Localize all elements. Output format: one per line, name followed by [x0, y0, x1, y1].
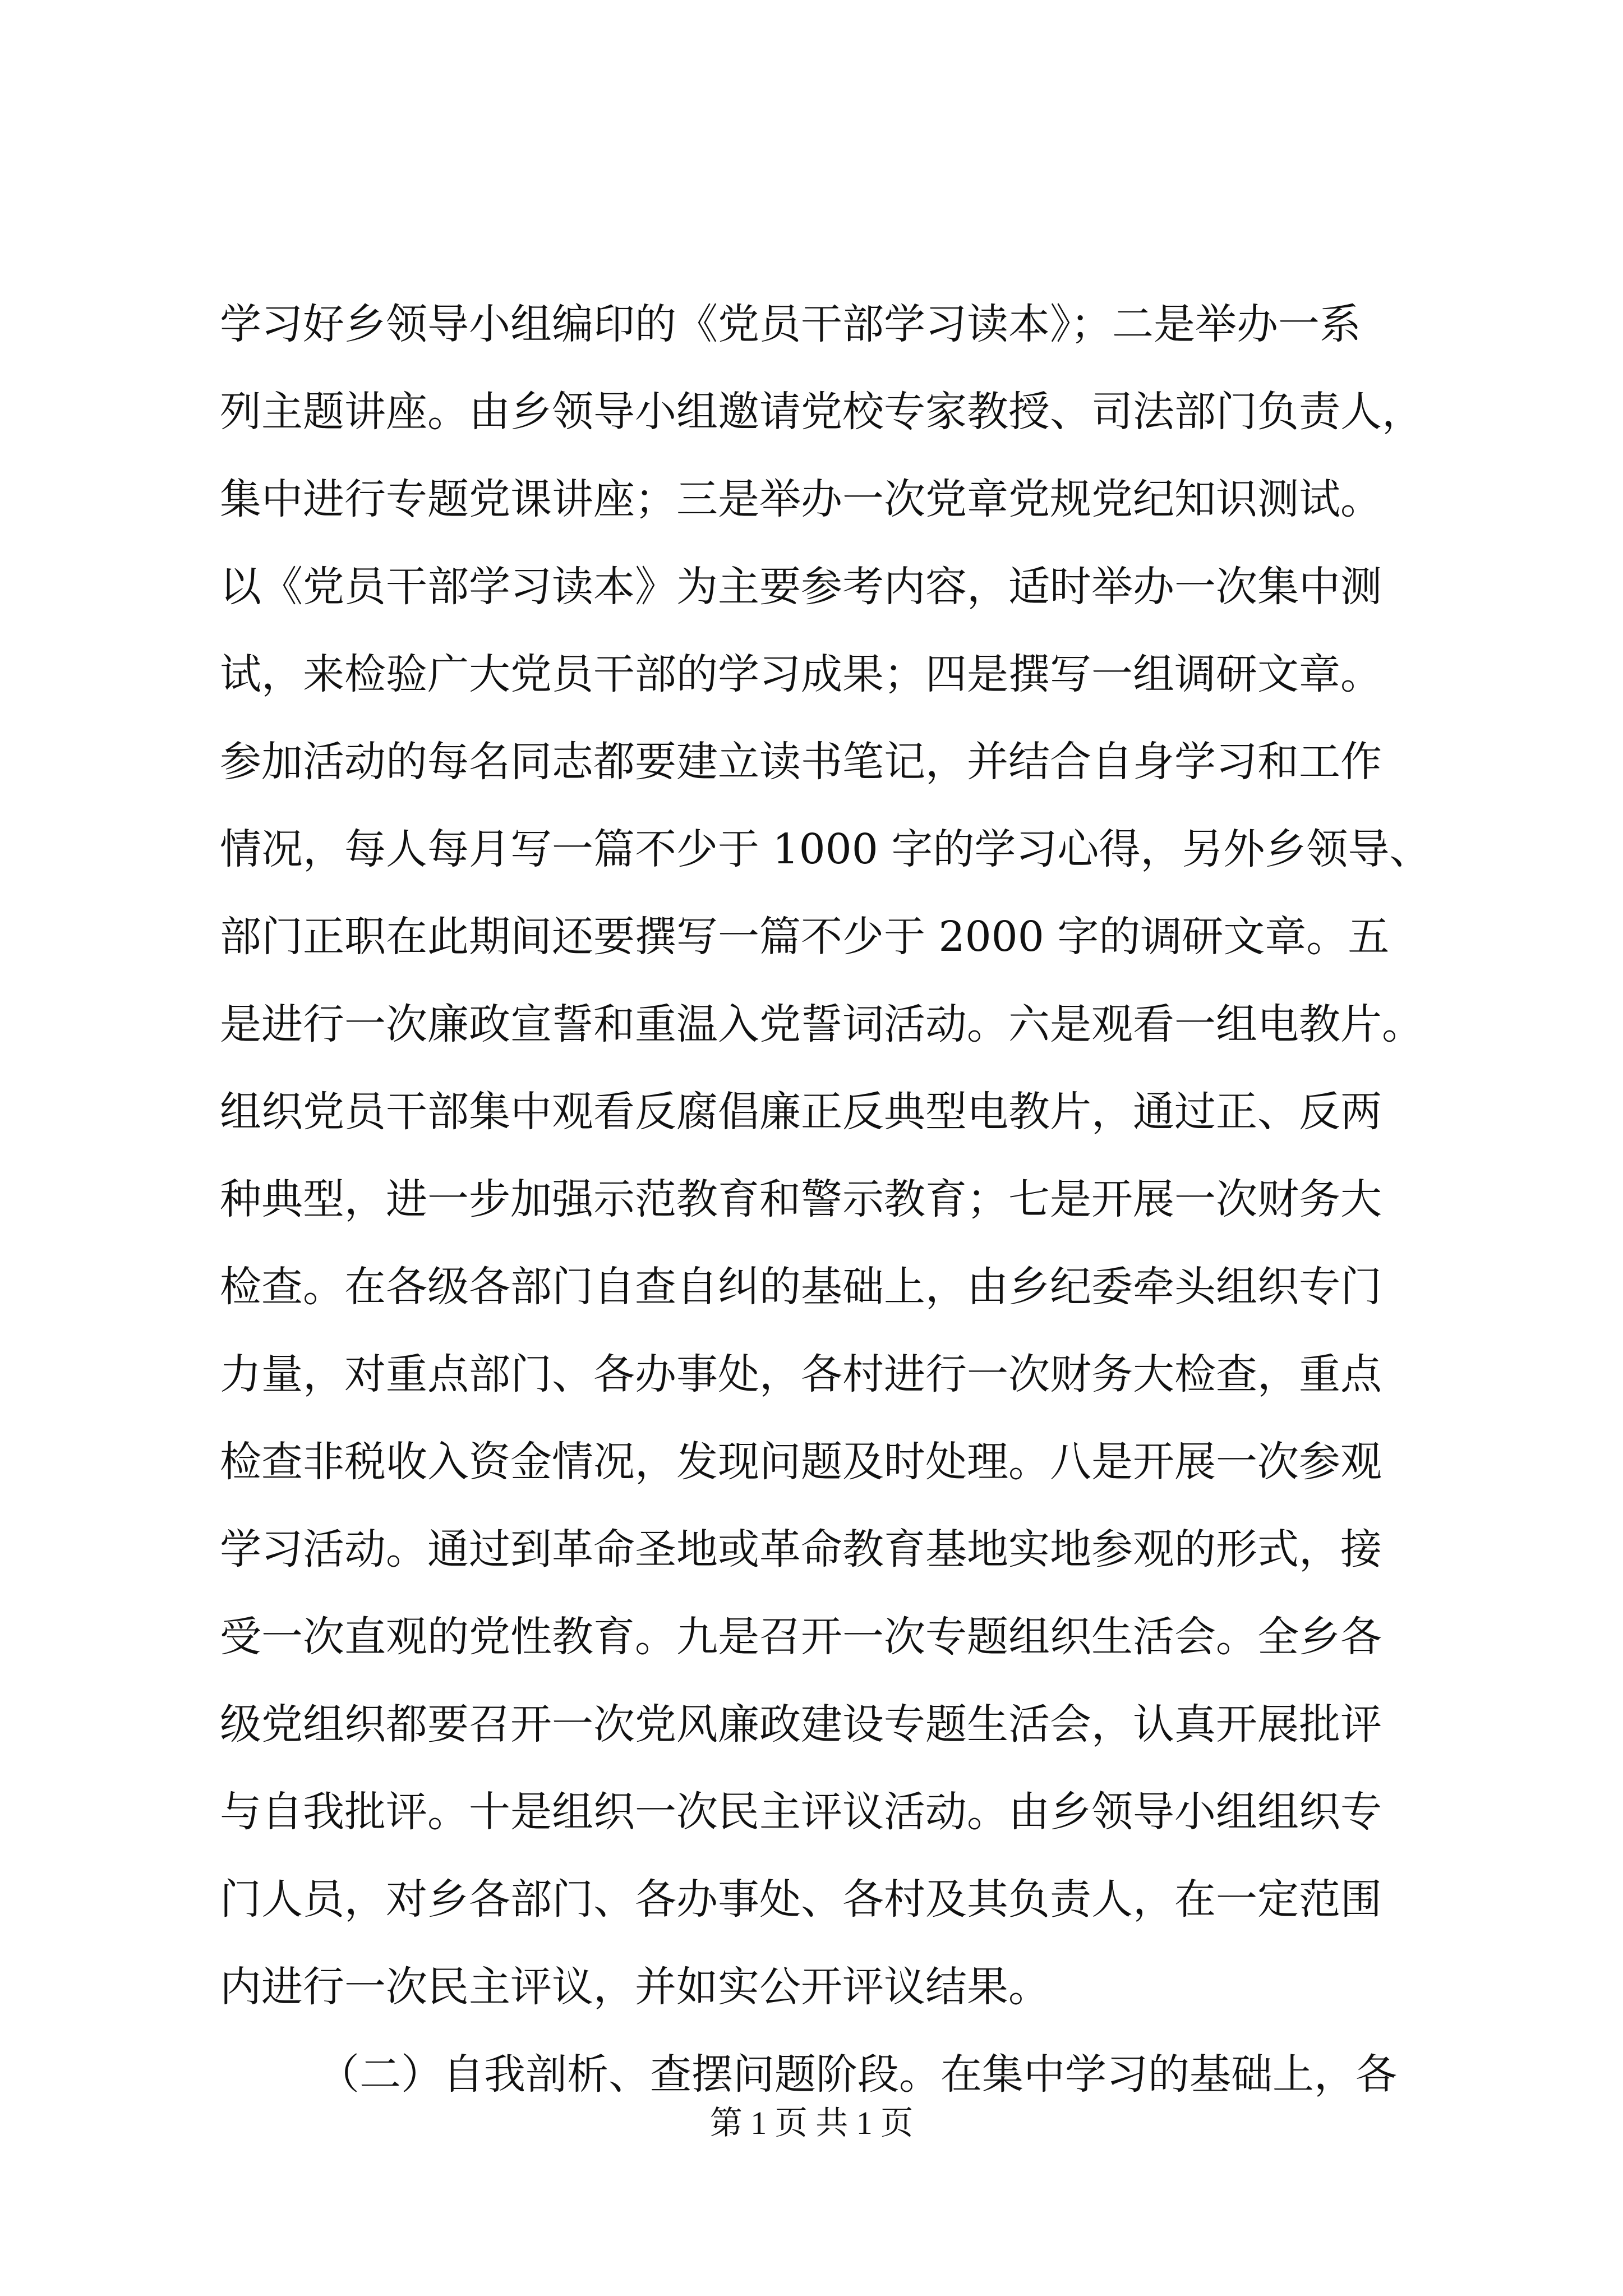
- text-line: 部门正职在此期间还要撰写一篇不少于 2000 字的调研文章。五: [220, 913, 1390, 961]
- text-line: 力量，对重点部门、各办事处，各村进行一次财务大检查，重点: [220, 1350, 1382, 1398]
- text-line: 以《党员干部学习读本》为主要参考内容，适时举办一次集中测: [220, 563, 1382, 611]
- text-line: 级党组织都要召开一次党风廉政建设专题生活会，认真开展批评: [220, 1700, 1382, 1749]
- body-text: [220, 280, 1431, 2118]
- text-line: 集中进行专题党课讲座；三是举办一次党章党规党纪知识测试。: [220, 475, 1382, 523]
- text-line: 情况，每人每月写一篇不少于 1000 字的学习心得，另外乡领导、: [220, 825, 1431, 873]
- page-number-footer: 第 1 页 共 1 页: [709, 2105, 914, 2141]
- text-line: 种典型，进一步加强示范教育和警示教育；七是开展一次财务大: [220, 1175, 1382, 1223]
- text-line: 检查非税收入资金情况，发现问题及时处理。八是开展一次参观: [220, 1438, 1382, 1486]
- text-line: 学习好乡领导小组编印的《党员干部学习读本》；二是举办一系: [220, 300, 1361, 348]
- text-line: 试，来检验广大党员干部的学习成果；四是撰写一组调研文章。: [220, 650, 1382, 698]
- section-heading-line: （二）自我剖析、查摆问题阶段。在集中学习的基础上，各: [318, 2050, 1397, 2099]
- text-line: 与自我批评。十是组织一次民主评议活动。由乡领导小组组织专: [220, 1788, 1382, 1836]
- text-line: 列主题讲座。由乡领导小组邀请党校专家教授、司法部门负责人，: [220, 388, 1423, 436]
- text-line: 学习活动。通过到革命圣地或革命教育基地实地参观的形式，接: [220, 1525, 1382, 1573]
- text-line: 组织党员干部集中观看反腐倡廉正反典型电教片，通过正、反两: [220, 1088, 1382, 1136]
- text-line: 门人员，对乡各部门、各办事处、各村及其负责人，在一定范围: [220, 1875, 1382, 1924]
- text-line: 受一次直观的党性教育。九是召开一次专题组织生活会。全乡各: [220, 1613, 1382, 1661]
- text-line: 是进行一次廉政宣誓和重温入党誓词活动。六是观看一组电教片。: [220, 1000, 1423, 1048]
- text-line: 内进行一次民主评议，并如实公开评议结果。: [220, 1963, 1050, 2011]
- text-line: 检查。在各级各部门自查自纠的基础上，由乡纪委牵头组织专门: [220, 1263, 1382, 1311]
- text-line: 参加活动的每名同志都要建立读书笔记，并结合自身学习和工作: [220, 738, 1382, 786]
